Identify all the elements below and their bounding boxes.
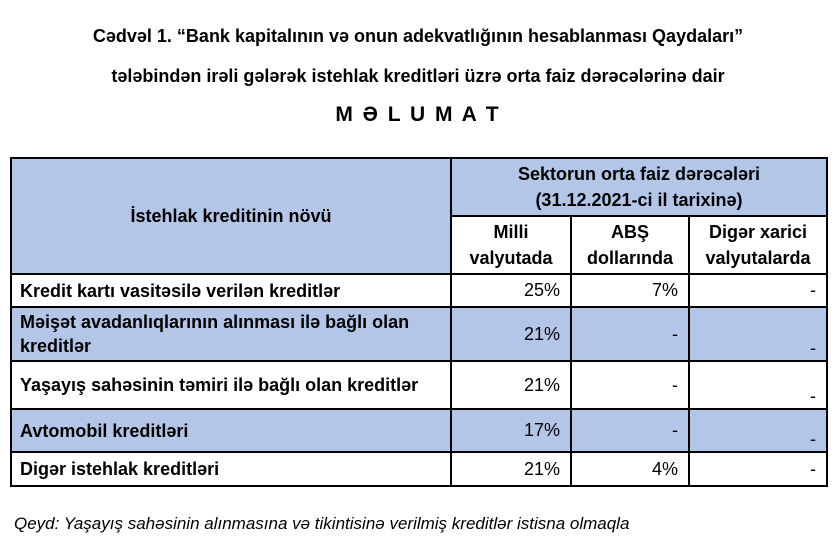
cell-other: -	[689, 361, 827, 409]
cell-usd: -	[571, 307, 689, 361]
table-row	[11, 409, 827, 452]
cell-usd: -	[571, 361, 689, 409]
row-label: Digər istehlak kreditləri	[11, 452, 451, 486]
table-caption-line-1: Cədvəl 1. “Bank kapitalının və onun adekvatlığının hesablanması Qaydaları”	[92, 26, 744, 46]
cell-milli: 21%	[451, 307, 571, 361]
footnote: Qeyd: Yaşayış sahəsinin alınmasına və tikintisinə verilmiş kreditlər istisna olmaqla	[14, 514, 630, 533]
sector-header-line-2: (31.12.2021-ci il tarixinə)	[535, 190, 743, 210]
rates-table	[10, 157, 828, 487]
col-header-usd: ABŞ dollarında	[571, 216, 689, 274]
col-header-credit-type: İstehlak kreditinin növü	[11, 158, 451, 274]
row-label: Məişət avadanlıqlarının alınması ilə bağlı olan kreditlər	[11, 307, 451, 361]
table-caption	[0, 0, 836, 130]
table-row	[11, 361, 827, 409]
cell-milli: 21%	[451, 361, 571, 409]
cell-other: -	[689, 409, 827, 452]
row-label: Avtomobil kreditləri	[11, 409, 451, 452]
table-row	[11, 307, 827, 361]
col-header-other-currency: Digər xarici valyutalarda	[689, 216, 827, 274]
cell-usd: 7%	[571, 274, 689, 307]
cell-milli: 25%	[451, 274, 571, 307]
cell-usd: 4%	[571, 452, 689, 486]
col-header-milli-currency: Milli valyutada	[451, 216, 571, 274]
table-caption-line-2: tələbindən irəli gələrək istehlak kreditləri üzrə orta faiz dərəcələrinə dair	[111, 66, 725, 86]
table-row	[11, 452, 827, 486]
col-header-sector-rates	[451, 158, 827, 216]
table-row	[11, 274, 827, 307]
cell-milli: 17%	[451, 409, 571, 452]
row-label: Yaşayış sahəsinin təmiri ilə bağlı olan kreditlər	[11, 361, 451, 409]
cell-other: -	[689, 452, 827, 486]
sector-header-line-1: Sektorun orta faiz dərəcələri	[517, 164, 761, 184]
heading-melumat: M Ə L U M A T	[335, 103, 501, 126]
cell-milli: 21%	[451, 452, 571, 486]
header-row-top	[11, 158, 827, 216]
cell-other: -	[689, 307, 827, 361]
cell-usd: -	[571, 409, 689, 452]
row-label: Kredit kartı vasitəsilə verilən kreditlər	[11, 274, 451, 307]
cell-other: -	[689, 274, 827, 307]
